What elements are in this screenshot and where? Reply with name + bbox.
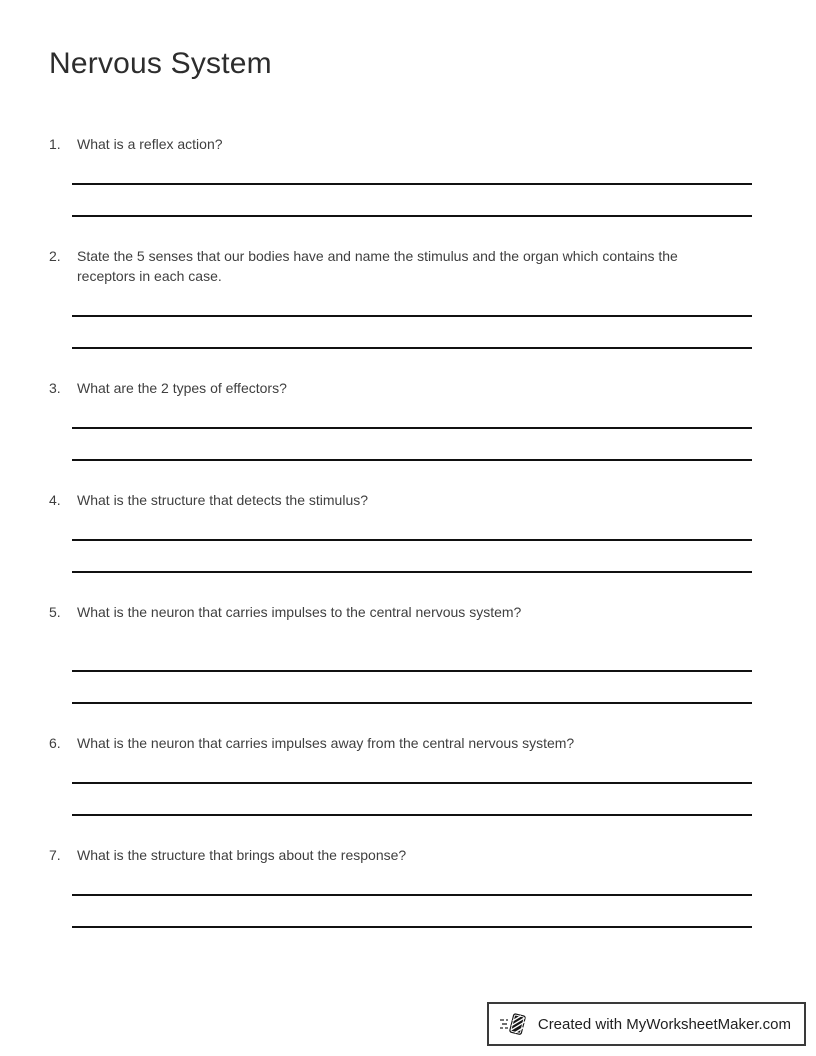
question-row	[49, 378, 752, 398]
answer-line	[72, 926, 752, 928]
question-item	[49, 246, 752, 349]
question-item	[49, 378, 752, 461]
question-text: What is a reflex action?	[77, 136, 223, 152]
question-item	[49, 490, 752, 573]
question-item	[49, 845, 752, 928]
question-item	[49, 134, 752, 217]
answer-line	[72, 702, 752, 704]
question-number: 2.	[49, 248, 61, 264]
question-text: What are the 2 types of effectors?	[77, 380, 287, 396]
answer-line	[72, 571, 752, 573]
answer-line	[72, 215, 752, 217]
answer-line	[72, 427, 752, 429]
question-list	[49, 134, 752, 928]
page-title: Nervous System	[49, 47, 272, 80]
question-item	[49, 602, 752, 704]
question-row	[49, 246, 752, 286]
question-number: 5.	[49, 604, 61, 620]
question-row	[49, 845, 752, 865]
question-number: 1.	[49, 136, 61, 152]
question-text: What is the neuron that carries impulses to the central nervous system?	[77, 604, 522, 620]
answer-line	[72, 782, 752, 784]
question-number: 6.	[49, 735, 61, 751]
question-text: What is the neuron that carries impulses away from the central nervous system?	[77, 735, 575, 751]
answer-line	[72, 315, 752, 317]
question-row	[49, 490, 752, 510]
question-text: What is the structure that brings about the response?	[77, 847, 407, 863]
question-number: 4.	[49, 492, 61, 508]
myworksheetmaker-credit-badge[interactable]	[487, 1002, 806, 1046]
answer-line	[72, 539, 752, 541]
question-text: What is the structure that detects the stimulus?	[77, 492, 369, 508]
answer-line	[72, 814, 752, 816]
question-row	[49, 602, 752, 622]
question-row	[49, 134, 752, 154]
answer-line	[72, 459, 752, 461]
question-row	[49, 733, 752, 753]
question-number: 3.	[49, 380, 61, 396]
question-item	[49, 733, 752, 816]
credit-label: Created with MyWorksheetMaker.com	[537, 1015, 791, 1033]
answer-line	[72, 183, 752, 185]
answer-line	[72, 894, 752, 896]
answer-line	[72, 347, 752, 349]
question-text: State the 5 senses that our bodies have and name the stimulus and the organ which contains the receptors in each case.	[77, 248, 678, 284]
flying-worksheet-icon	[499, 1009, 529, 1039]
question-number: 7.	[49, 847, 61, 863]
answer-line	[72, 670, 752, 672]
